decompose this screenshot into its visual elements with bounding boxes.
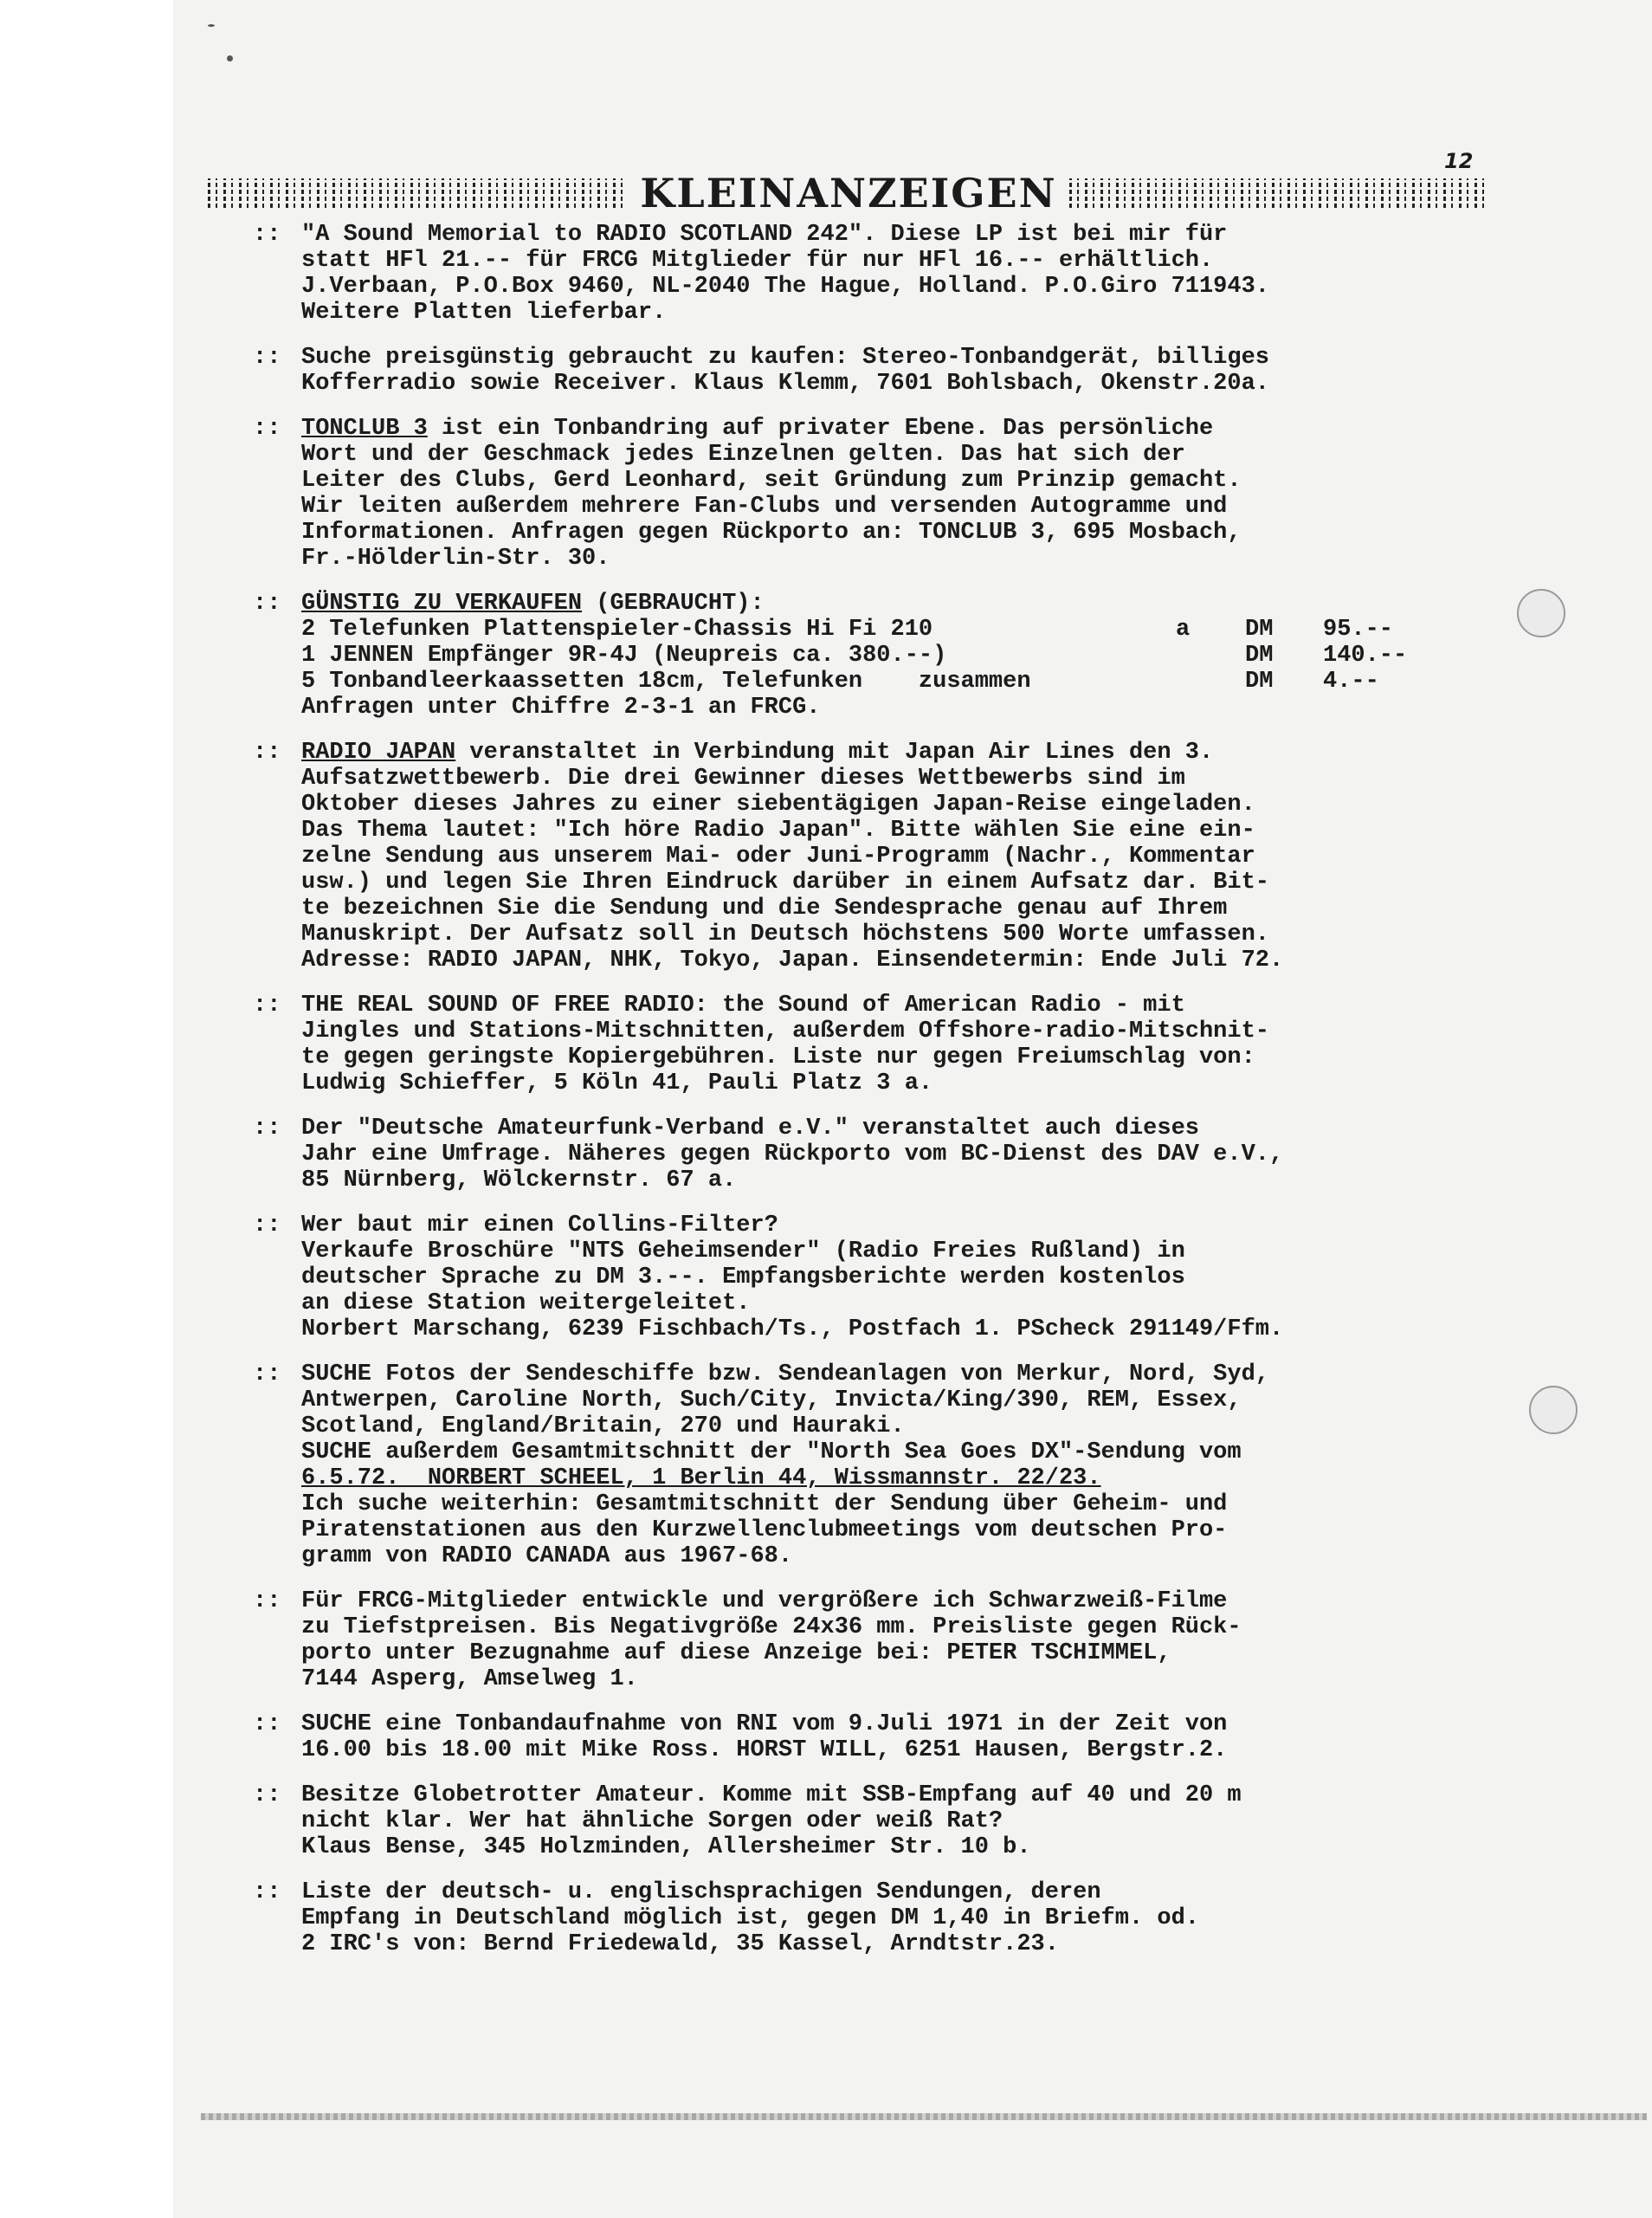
classified-ad [253, 416, 1526, 572]
ad-line: SUCHE Fotos der Sendeschiffe bzw. Sendeanlagen von Merkur, Nord, Syd, [301, 1361, 1269, 1387]
ad-line: usw.) und legen Sie Ihren Eindruck darüber in einem Aufsatz dar. Bit- [301, 870, 1269, 896]
ad-bullet: :: [253, 1879, 281, 1905]
ad-line: 85 Nürnberg, Wölckernstr. 67 a. [301, 1167, 737, 1193]
ad-bullet: :: [253, 345, 281, 371]
classified-ad [253, 222, 1526, 326]
classified-ads [253, 222, 1526, 1976]
ad-line: Wer baut mir einen Collins-Filter? [301, 1212, 778, 1238]
ad-line: Antwerpen, Caroline North, Such/City, Invicta/King/390, REM, Essex, [301, 1387, 1242, 1413]
page-title: KLEINANZEIGEN [640, 170, 1057, 217]
price-currency: DM [1245, 617, 1274, 643]
ad-line: J.Verbaan, P.O.Box 9460, NL-2040 The Hague, Holland. P.O.Giro 711943. [301, 274, 1269, 300]
ad-line: an diese Station weitergeleitet. [301, 1290, 751, 1316]
classified-ad [253, 1782, 1526, 1860]
ad-line: te bezeichnen Sie die Sendung und die Sendesprache genau auf Ihrem [301, 896, 1228, 921]
price-note: a [1176, 617, 1191, 643]
price-row [301, 669, 1526, 695]
ad-bullet: :: [253, 1588, 281, 1614]
price-currency: DM [1245, 643, 1274, 669]
dust-speck [227, 55, 233, 61]
classified-ad [253, 1115, 1526, 1193]
classified-ad [253, 1361, 1526, 1569]
header-rule-right [1069, 178, 1489, 208]
ad-line: Piratenstationen aus den Kurzwellenclubmeetings vom deutschen Pro- [301, 1517, 1228, 1543]
ad-bullet: :: [253, 1711, 281, 1737]
ad-line: Besitze Globetrotter Amateur. Komme mit SSB-Empfang auf 40 und 20 m [301, 1782, 1242, 1808]
page-bottom-edge [201, 2113, 1647, 2120]
ad-line: zu Tiefstpreisen. Bis Negativgröße 24x36 mm. Preisliste gegen Rück- [301, 1614, 1242, 1640]
ad-line: 7144 Asperg, Amselweg 1. [301, 1666, 638, 1692]
price-note [1176, 669, 1245, 695]
page-number: 12 [1444, 149, 1474, 173]
ad-heading-rest: (GEBRAUCHT): [582, 591, 765, 617]
ad-line: Das Thema lautet: "Ich höre Radio Japan". Bitte wählen Sie eine ein- [301, 818, 1255, 844]
ad-line: Der "Deutsche Amateurfunk-Verband e.V." veranstaltet auch dieses [301, 1115, 1199, 1141]
ad-line: Fr.-Hölderlin-Str. 30. [301, 546, 610, 572]
ad-lead-rest: veranstaltet in Verbindung mit Japan Air Lines den 3. [455, 740, 1214, 766]
ad-line: deutscher Sprache zu DM 3.--. Empfangsberichte werden kostenlos [301, 1264, 1185, 1290]
classified-ad [253, 1588, 1526, 1692]
ad-line [301, 740, 1526, 766]
ad-line: 6.5.72. NORBERT SCHEEL, 1 Berlin 44, Wissmannstr. 22/23. [301, 1465, 1101, 1491]
ad-bullet: :: [253, 1115, 281, 1141]
ad-line: SUCHE eine Tonbandaufnahme von RNI vom 9.Juli 1971 in der Zeit von [301, 1711, 1228, 1737]
page-header [208, 163, 1489, 223]
ad-line: Ich suche weiterhin: Gesamtmitschnitt der Sendung über Geheim- und [301, 1491, 1228, 1517]
ad-line [301, 416, 1526, 442]
price-item: 1 JENNEN Empfänger 9R-4J (Neupreis ca. 380.--) [301, 643, 947, 669]
ad-line: Wir leiten außerdem mehrere Fan-Clubs und versenden Autogramme und [301, 494, 1228, 520]
price-row [301, 617, 1526, 643]
price-item: 2 Telefunken Plattenspieler-Chassis Hi Fi 210 [301, 617, 933, 643]
ad-line: nicht klar. Wer hat ähnliche Sorgen oder weiß Rat? [301, 1808, 1003, 1834]
ad-lead: RADIO JAPAN [301, 740, 456, 766]
ad-line: Ludwig Schieffer, 5 Köln 41, Pauli Platz 3 a. [301, 1070, 933, 1096]
ad-line: statt HFl 21.-- für FRCG Mitglieder für nur HFl 16.-- erhältlich. [301, 248, 1214, 274]
ad-line: Wort und der Geschmack jedes Einzelnen gelten. Das hat sich der [301, 442, 1185, 468]
price-amount: 4.-- [1323, 669, 1379, 695]
ad-bullet: :: [253, 993, 281, 1018]
price-amount: 95.-- [1323, 617, 1394, 643]
ad-bullet: :: [253, 1782, 281, 1808]
ad-line: te gegen geringste Kopiergebühren. Liste nur gegen Freiumschlag von: [301, 1044, 1255, 1070]
price-currency: DM [1245, 669, 1274, 695]
classified-ad [253, 1711, 1526, 1763]
ad-bullet: :: [253, 416, 281, 442]
classified-ad [253, 740, 1526, 973]
classified-ad [253, 1212, 1526, 1342]
classified-ad [253, 591, 1526, 721]
ad-line: porto unter Bezugnahme auf diese Anzeige bei: PETER TSCHIMMEL, [301, 1640, 1171, 1666]
punch-hole [1517, 589, 1565, 637]
header-rule-left [208, 178, 628, 208]
ad-line: Suche preisgünstig gebraucht zu kaufen: Stereo-Tonbandgerät, billiges [301, 345, 1269, 371]
ad-bullet: :: [253, 591, 281, 617]
ad-line: Empfang in Deutschland möglich ist, gegen DM 1,40 in Briefm. od. [301, 1905, 1199, 1931]
ad-bullet: :: [253, 1361, 281, 1387]
price-row [301, 643, 1526, 669]
ad-line: Weitere Platten lieferbar. [301, 300, 667, 326]
ad-line: Anfragen unter Chiffre 2-3-1 an FRCG. [301, 695, 821, 721]
ad-line: Klaus Bense, 345 Holzminden, Allersheimer Str. 10 b. [301, 1834, 1031, 1860]
punch-hole [1529, 1386, 1578, 1434]
price-note [1176, 643, 1245, 669]
ad-line: Manuskript. Der Aufsatz soll in Deutsch höchstens 500 Worte umfassen. [301, 921, 1269, 947]
ad-line: 16.00 bis 18.00 mit Mike Ross. HORST WILL, 6251 Hausen, Bergstr.2. [301, 1737, 1228, 1763]
ad-line: Informationen. Anfragen gegen Rückporto an: TONCLUB 3, 695 Mosbach, [301, 520, 1242, 546]
ad-line: Adresse: RADIO JAPAN, NHK, Tokyo, Japan. Einsendetermin: Ende Juli 72. [301, 947, 1284, 973]
ad-lead-rest: ist ein Tonbandring auf privater Ebene. Das persönliche [427, 416, 1214, 442]
ad-line: 2 IRC's von: Bernd Friedewald, 35 Kassel, Arndtstr.23. [301, 1931, 1059, 1957]
ad-heading: GÜNSTIG ZU VERKAUFEN [301, 591, 583, 617]
ad-bullet: :: [253, 1212, 281, 1238]
ad-lead: TONCLUB 3 [301, 416, 428, 442]
ad-line [301, 591, 1526, 617]
ad-line: Norbert Marschang, 6239 Fischbach/Ts., Postfach 1. PScheck 291149/Ffm. [301, 1316, 1284, 1342]
ad-bullet: :: [253, 222, 281, 248]
dust-speck [208, 24, 215, 27]
classified-ad [253, 1879, 1526, 1957]
ad-line: Oktober dieses Jahres zu einer siebentägigen Japan-Reise eingeladen. [301, 792, 1255, 818]
classified-ad [253, 993, 1526, 1096]
ad-line: Scotland, England/Britain, 270 und Hauraki. [301, 1413, 905, 1439]
ad-line: Aufsatzwettbewerb. Die drei Gewinner dieses Wettbewerbs sind im [301, 766, 1185, 792]
ad-line: Jahr eine Umfrage. Näheres gegen Rückporto vom BC-Dienst des DAV e.V., [301, 1141, 1284, 1167]
ad-line: Kofferradio sowie Receiver. Klaus Klemm, 7601 Bohlsbach, Okenstr.20a. [301, 371, 1269, 397]
ad-line: THE REAL SOUND OF FREE RADIO: the Sound of American Radio - mit [301, 993, 1185, 1018]
ad-line: "A Sound Memorial to RADIO SCOTLAND 242". Diese LP ist bei mir für [301, 222, 1228, 248]
ad-line: zelne Sendung aus unserem Mai- oder Juni-Programm (Nachr., Kommentar [301, 844, 1255, 870]
ad-line: SUCHE außerdem Gesamtmitschnitt der "North Sea Goes DX"-Sendung vom [301, 1439, 1242, 1465]
ad-line: Leiter des Clubs, Gerd Leonhard, seit Gründung zum Prinzip gemacht. [301, 468, 1242, 494]
ad-line: Für FRCG-Mitglieder entwickle und vergrößere ich Schwarzweiß-Filme [301, 1588, 1228, 1614]
ad-line: Jingles und Stations-Mitschnitten, außerdem Offshore-radio-Mitschnit- [301, 1018, 1269, 1044]
price-item: 5 Tonbandleerkaassetten 18cm, Telefunken zusammen [301, 669, 1031, 695]
ad-line: Verkaufe Broschüre "NTS Geheimsender" (Radio Freies Rußland) in [301, 1238, 1185, 1264]
ad-line: Liste der deutsch- u. englischsprachigen Sendungen, deren [301, 1879, 1101, 1905]
price-amount: 140.-- [1323, 643, 1408, 669]
ad-line: gramm von RADIO CANADA aus 1967-68. [301, 1543, 793, 1569]
ad-bullet: :: [253, 740, 281, 766]
classified-ad [253, 345, 1526, 397]
